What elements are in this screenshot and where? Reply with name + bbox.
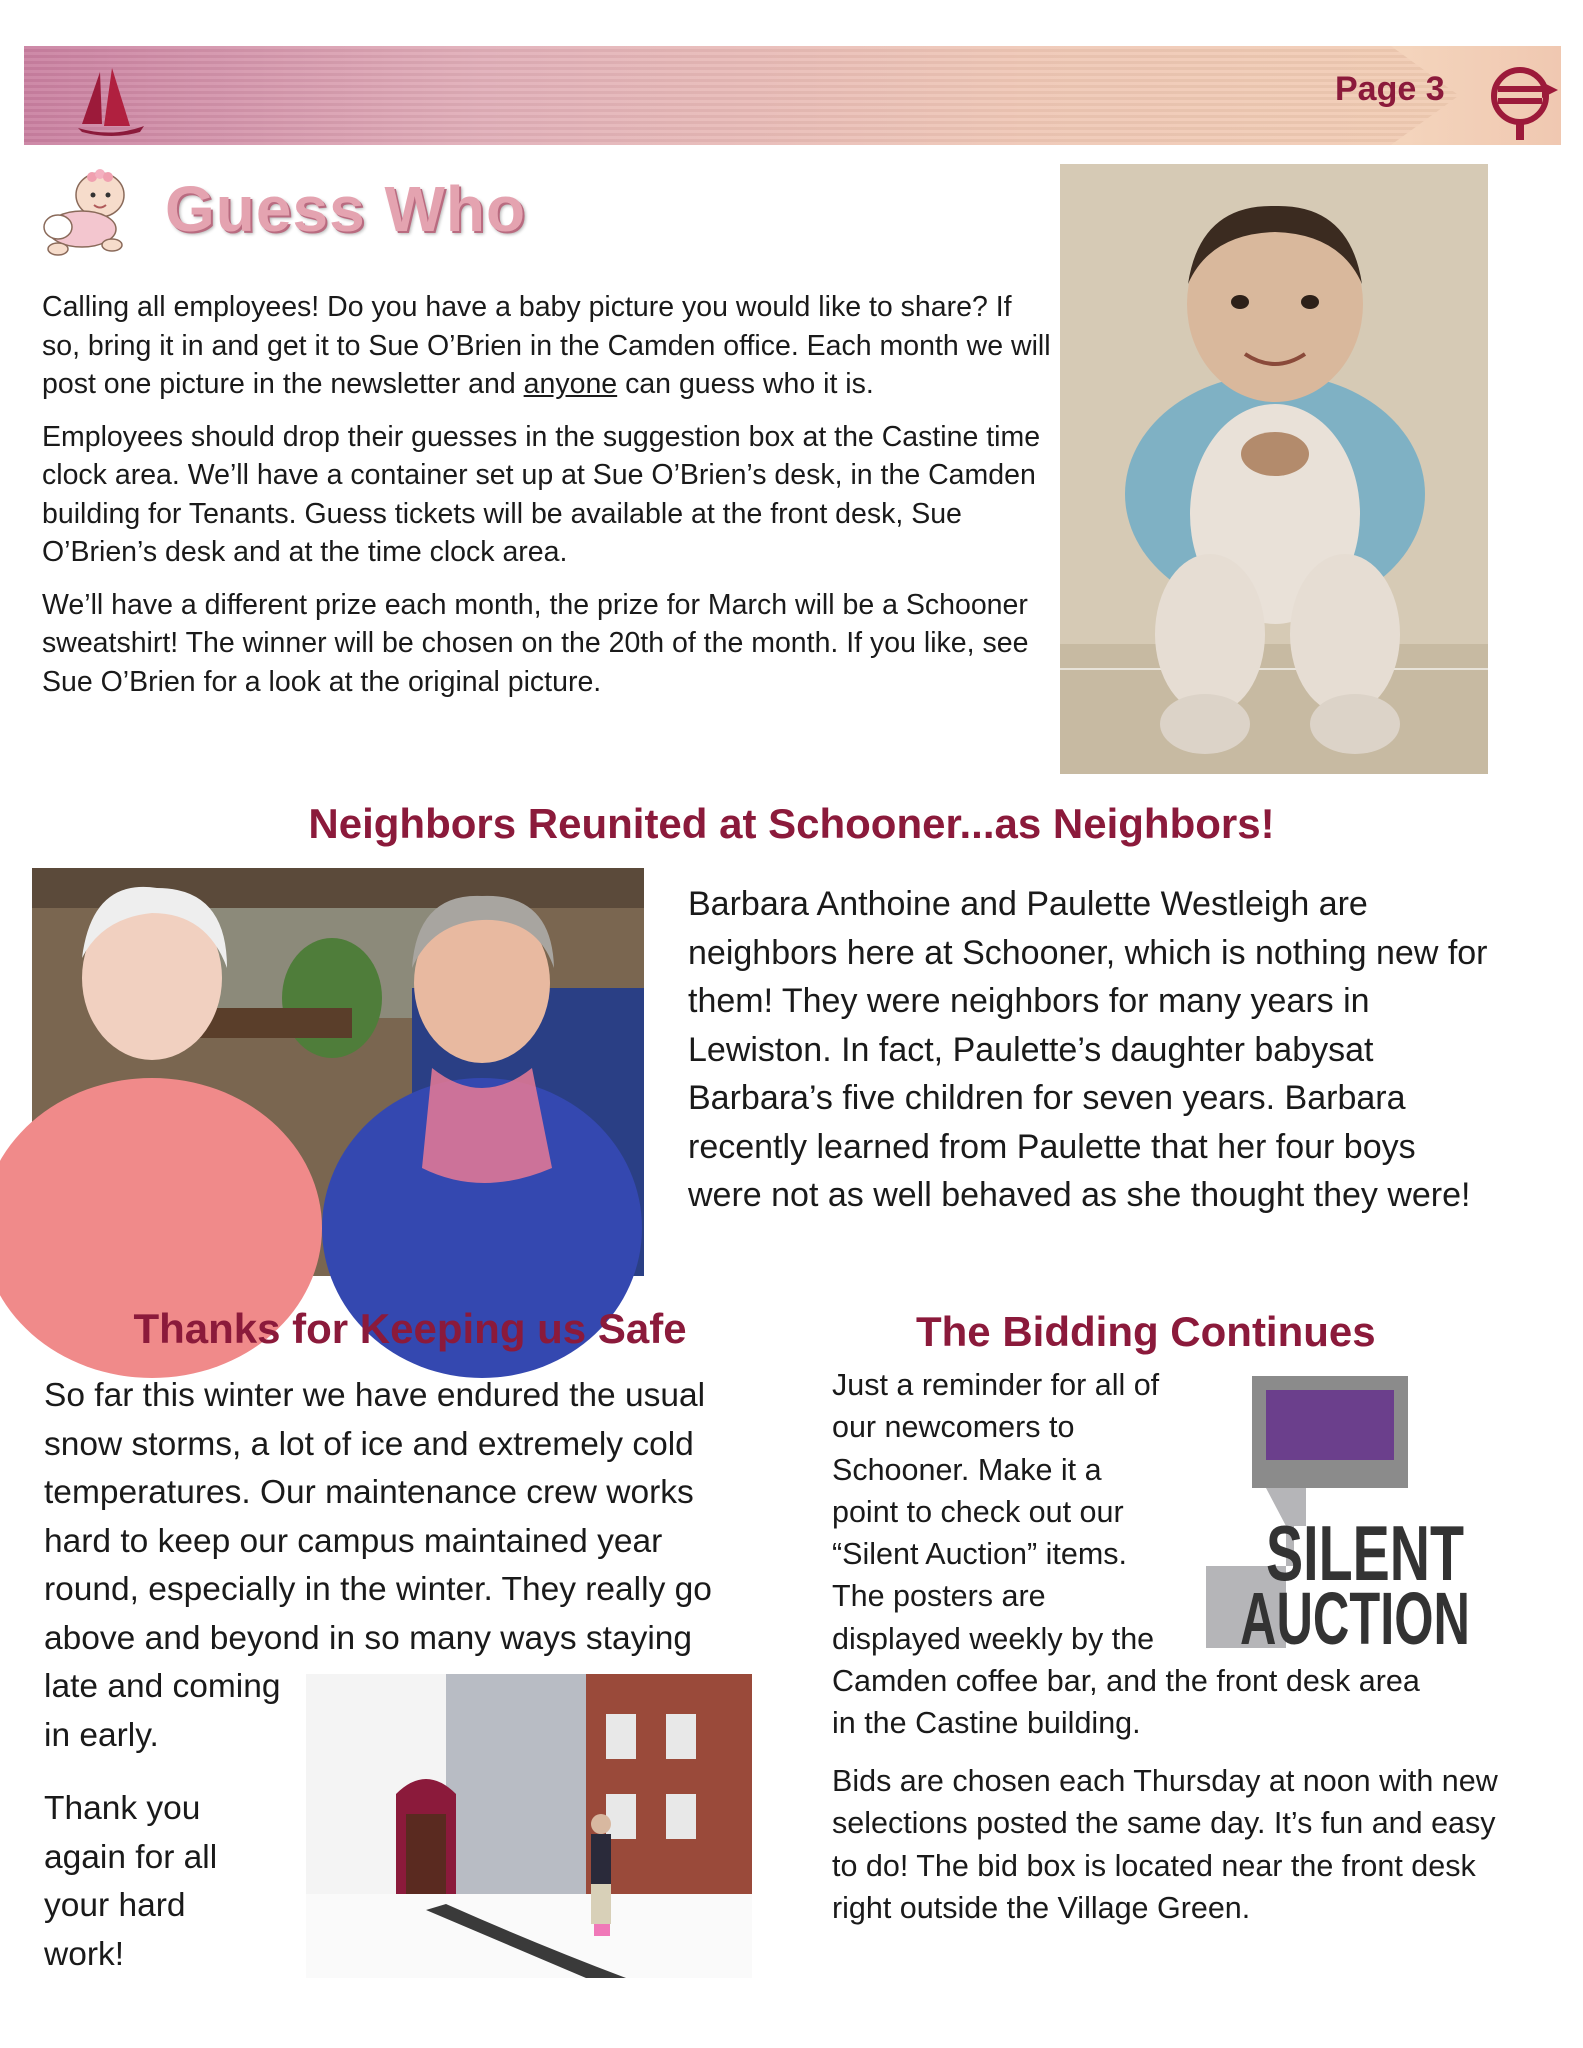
thank-you-line: Thank you <box>44 1790 201 1827</box>
thank-you-line: work! <box>44 1935 125 1973</box>
neighbors-body: Barbara Anthoine and Paulette Westleigh are neighbors here at Schooner, which is nothing new for them! They were neighbors for many years in Lewiston. In fact, Paulette’s daughter babysat Barbara’s five children for seven years. Barbara recently learned from Paulette that her four boys were not as well behaved as she thought they were! <box>688 885 1488 1214</box>
thank-you-line: your hard <box>44 1887 186 1924</box>
guess-who-paragraph-1 <box>42 288 1052 404</box>
thanks-line: So far this winter we have endured the usual <box>44 1377 706 1414</box>
thank-you-line: again for all <box>44 1838 218 1876</box>
page-header <box>24 46 1561 145</box>
bidding-line: our newcomers to <box>832 1410 1075 1445</box>
bidding-line: Just a reminder for all of <box>832 1368 1160 1402</box>
thanks-line: above and beyond in so many ways staying <box>44 1619 693 1657</box>
page-number: Page 3 <box>1335 70 1445 108</box>
silent-auction-logo-line1: SILENT <box>1266 1509 1464 1597</box>
neighbors-title: Neighbors Reunited at Schooner...as Neighbors! <box>308 800 1275 847</box>
thanks-line: snow storms, a lot of ice and extremely cold <box>44 1425 694 1463</box>
thanks-line: in early. <box>44 1716 159 1754</box>
thanks-line: temperatures. Our maintenance crew works <box>44 1474 694 1511</box>
bidding-line: Camden coffee bar, and the front desk area <box>832 1664 1420 1699</box>
silent-auction-logo-line2: AUCTION <box>1240 1577 1470 1660</box>
guess-who-body <box>42 288 1052 715</box>
thanks-line: round, especially in the winter. They really go <box>44 1571 712 1608</box>
compass-logo-icon <box>1486 62 1560 142</box>
bidding-line: displayed weekly by the <box>832 1621 1155 1656</box>
maintenance-photo <box>306 1674 752 1978</box>
thank-you-note <box>44 1785 294 1979</box>
crawling-baby-icon <box>38 165 146 263</box>
guess-who-title: Guess Who <box>165 173 527 245</box>
bidding-line: The posters are <box>832 1579 1046 1614</box>
guess-who-paragraph-2: Employees should drop their guesses in the suggestion box at the Castine time clock area. We’ll have a container set up at Sue O’Brien’s desk, in the Camden building for Tenants. Guess tickets will be available at the front desk, Sue O’Brien’s desk and at the time clock area. <box>42 420 1041 568</box>
bidding-line: point to check out our <box>832 1494 1124 1529</box>
baby-photo <box>1060 164 1488 774</box>
guess-who-p1-text-a: Calling all employees! Do you have a baby picture you would like to share? If so, bring it in and get it to Sue O’Brien in the Camden office. Each month we will post one picture in the newsletter and <box>42 291 1051 400</box>
bidding-line: “Silent Auction” items. <box>832 1537 1127 1572</box>
guess-who-p1-underlined: anyone <box>523 368 618 400</box>
thanks-line: hard to keep our campus maintained year <box>44 1522 663 1560</box>
bidding-body-2: Bids are chosen each Thursday at noon with new selections posted the same day. It’s fun and easy to do! The bid box is located near the front desk right outside the Village Green. <box>832 1764 1498 1925</box>
bidding-title: The Bidding Continues <box>916 1308 1376 1355</box>
guess-who-paragraph-3: We’ll have a different prize each month, the prize for March will be a Schooner sweatshirt! The winner will be chosen on the 20th of the month. If you like, see Sue O’Brien for a look at the original picture. <box>42 588 1029 698</box>
guess-who-p1-text-b: can guess who it is. <box>617 368 874 400</box>
silent-auction-logo <box>1206 1376 1474 1660</box>
thanks-title: Thanks for Keeping us Safe <box>133 1305 687 1352</box>
bidding-line: in the Castine building. <box>832 1706 1141 1741</box>
neighbors-photo <box>32 868 644 1276</box>
bidding-line: Schooner. Make it a <box>832 1452 1102 1487</box>
sailboat-logo-icon <box>72 66 152 136</box>
thanks-line: late and coming <box>44 1668 281 1705</box>
